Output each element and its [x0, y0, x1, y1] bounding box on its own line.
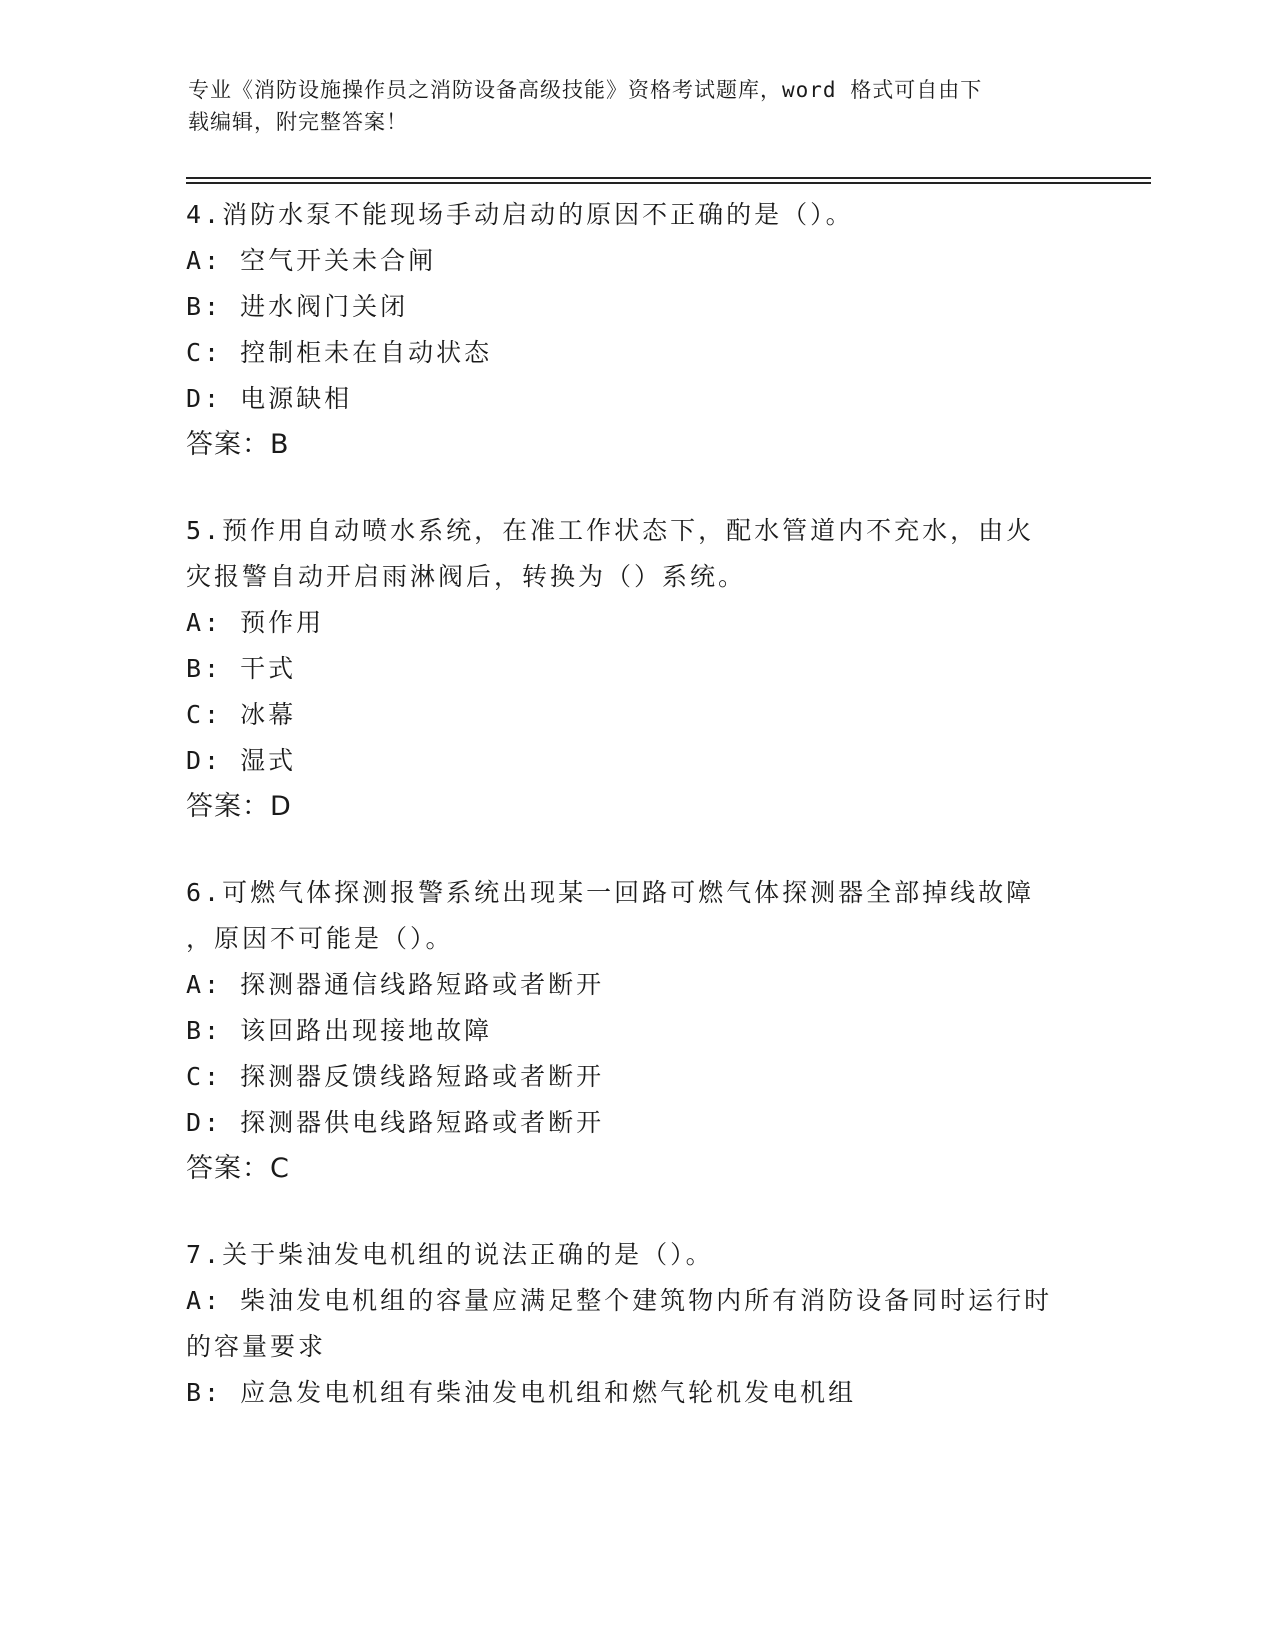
- header-divider-top: [186, 177, 1151, 179]
- option-d: D: 电源缺相: [186, 384, 353, 413]
- question-4: [186, 192, 1086, 468]
- question-list: [186, 192, 1086, 1456]
- header-line-2: 载编辑，附完整答案！: [188, 110, 408, 134]
- option-b: B: 应急发电机组有柴油发电机组和燃气轮机发电机组: [186, 1378, 857, 1407]
- question-7: [186, 1232, 1086, 1416]
- option-b: B: 干式: [186, 654, 297, 683]
- question-stem: 5.预作用自动喷水系统，在准工作状态下，配水管道内不充水，由火: [186, 516, 1035, 545]
- option-c: C: 控制柜未在自动状态: [186, 338, 493, 367]
- question-stem-continued: ，原因不可能是（）。: [186, 924, 454, 953]
- document-header: [188, 74, 1068, 138]
- answer-label: 答案：B: [186, 429, 290, 460]
- option-a: A: 预作用: [186, 608, 325, 637]
- option-d: D: 探测器供电线路短路或者断开: [186, 1108, 605, 1137]
- header-line-1: 专业《消防设施操作员之消防设备高级技能》资格考试题库，word 格式可自由下: [188, 78, 983, 102]
- option-a: A: 空气开关未合闸: [186, 246, 437, 275]
- question-stem: 6.可燃气体探测报警系统出现某一回路可燃气体探测器全部掉线故障: [186, 878, 1035, 907]
- answer-label: 答案：C: [186, 1153, 290, 1184]
- question-stem-continued: 灾报警自动开启雨淋阀后，转换为（）系统。: [186, 562, 747, 591]
- option-c: C: 冰幕: [186, 700, 297, 729]
- question-5: [186, 508, 1086, 830]
- header-divider-bottom: [186, 182, 1151, 184]
- option-a: A: 探测器通信线路短路或者断开: [186, 970, 605, 999]
- option-b: B: 进水阀门关闭: [186, 292, 409, 321]
- answer-label: 答案：D: [186, 791, 292, 822]
- question-stem: 4.消防水泵不能现场手动启动的原因不正确的是（）。: [186, 200, 854, 229]
- option-a: A: 柴油发电机组的容量应满足整个建筑物内所有消防设备同时运行时: [186, 1286, 1053, 1315]
- question-6: [186, 870, 1086, 1192]
- option-b: B: 该回路出现接地故障: [186, 1016, 493, 1045]
- option-c: C: 探测器反馈线路短路或者断开: [186, 1062, 605, 1091]
- option-d: D: 湿式: [186, 746, 297, 775]
- option-a-continued: 的容量要求: [186, 1332, 327, 1361]
- question-stem: 7.关于柴油发电机组的说法正确的是（）。: [186, 1240, 714, 1269]
